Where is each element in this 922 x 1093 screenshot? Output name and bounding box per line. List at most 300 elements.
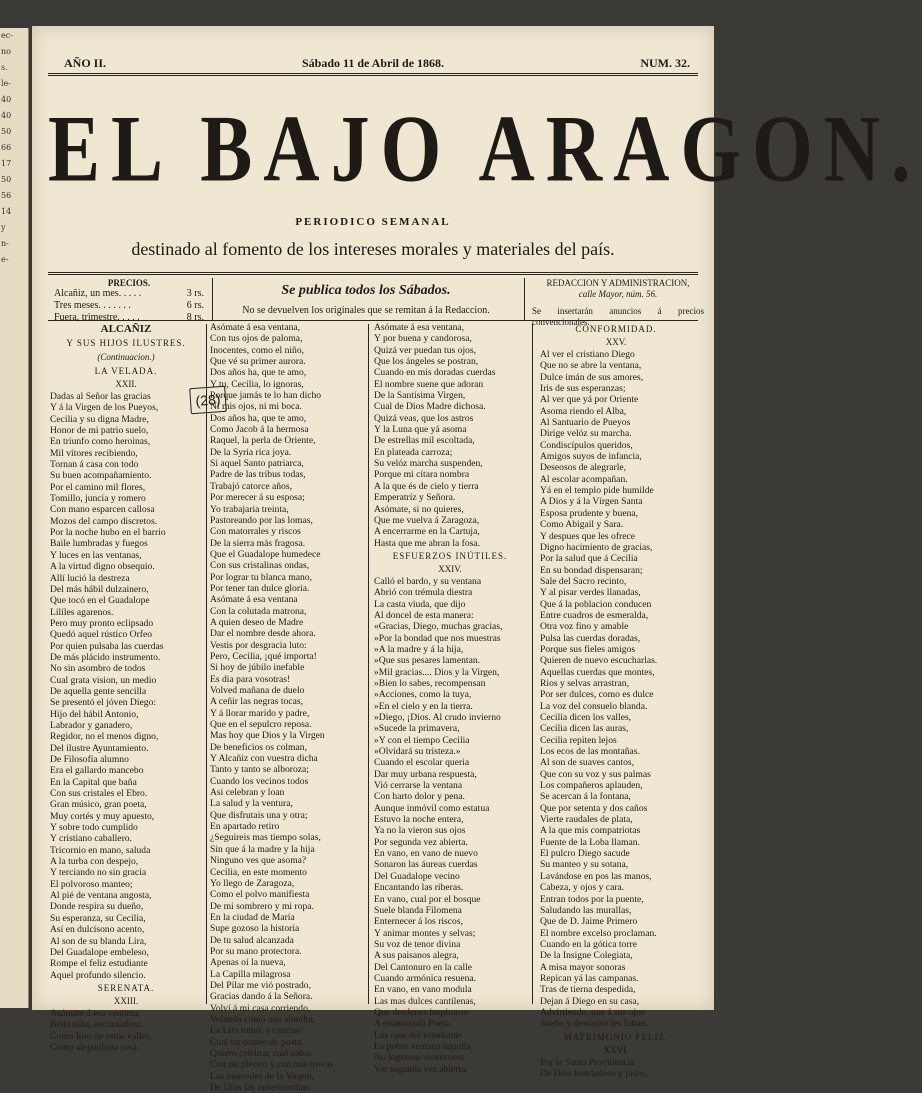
column-4 <box>540 322 692 1079</box>
verse-line: Quizá veas, que los astros <box>374 412 474 424</box>
verse-line: »A la madre y á la hija, <box>374 643 464 655</box>
verse-line: Y sobre todo cumplido <box>50 822 138 834</box>
verse-line: Apenas oí la nueva, <box>210 957 286 969</box>
verse-line: Ni mis ojos, ni mi boca. <box>210 401 302 413</box>
verse-line: Regidor, no el menos digno, <box>50 731 159 743</box>
verse-line: Dos años ha, que te amo, <box>210 367 307 379</box>
verse-line: Con mi plectro y con mis trovas <box>210 1059 334 1071</box>
section-heading: CONFORMIDAD. <box>575 324 657 334</box>
verse-line: Con la colutada matrona, <box>210 605 307 617</box>
verse-line: Labrador y ganadero, <box>50 719 133 731</box>
verse-line: »Bien lo sabes, recompensan <box>374 677 486 689</box>
verse-line: Muy cortés y muy apuesto, <box>50 810 155 822</box>
section-heading: (Continuacion.) <box>97 352 155 362</box>
verse-line: Como Abigail y Sara. <box>540 519 624 531</box>
previous-page-edge <box>0 28 29 1008</box>
verse-line: Mil vítores recibiendo, <box>50 447 138 459</box>
verse-line: Al pié de ventana angosta, <box>50 890 152 902</box>
verse-line: Suele blanda Filomena <box>374 904 462 916</box>
verse-line: De más plácido instrumento. <box>50 651 161 663</box>
verse-line: De la Syria rica joya. <box>210 446 292 458</box>
verse-line: Que disfrutais una y otra; <box>210 809 308 821</box>
divider <box>48 320 698 321</box>
margin-fragment: 66 <box>1 143 12 152</box>
publication-box <box>220 278 512 322</box>
verse-line: Pero muy pronto eclipsado <box>50 617 154 629</box>
verse-line: Quieren de nuevo escucharlas. <box>540 655 658 667</box>
verse-line: Que los ángeles se postran, <box>374 356 479 368</box>
verse-line: Raquel, la perla de Oriente, <box>210 435 316 447</box>
verse-line: »Sucede la primavera, <box>374 723 460 735</box>
divider <box>48 75 698 76</box>
prices-box <box>54 278 204 322</box>
newspaper-page <box>32 26 922 1093</box>
verse-line: Yo trabajaria treinta, <box>210 503 289 515</box>
column-3 <box>374 322 526 1075</box>
verse-line: Y por buena y candorosa, <box>374 333 472 345</box>
verse-line: Que desdenes inspiraron <box>374 1006 469 1018</box>
verse-line: Asómate á esa ventana <box>210 594 298 606</box>
verse-line: Dar muy urbana respuesta, <box>374 768 477 780</box>
verse-line: Su buen acompañamiento. <box>50 470 152 482</box>
verse-line: Cuando en la gótica torre <box>540 938 637 950</box>
verse-line: ¿Seguireis mas tiempo solas, <box>210 832 321 844</box>
verse-line: A encerrarme en la Cartuja, <box>374 526 480 538</box>
section-number: XXV. <box>605 337 627 347</box>
verse-line: Al ver el cristiano Diego <box>540 349 635 360</box>
verse-line: Trabajó catorce años, <box>210 480 292 492</box>
margin-fragment: 56 <box>1 191 12 200</box>
verse-line: Del ilustre Ayuntamiento. <box>50 742 149 754</box>
verse-line: Porque jamás te lo han dicho <box>210 390 322 402</box>
verse-line: Volando como una alondra, <box>210 1013 316 1025</box>
verse-line: La casta viuda, que dijo <box>374 598 466 610</box>
verse-line: Su manteo y su sotana, <box>540 859 629 871</box>
verse-line: Dadas al Señor las gracias <box>50 391 151 402</box>
verse-line: Entran todos por la puente, <box>540 893 644 905</box>
verse-line: Del Pilar me vió postrado, <box>210 979 311 991</box>
margin-fragment: 50 <box>1 127 12 136</box>
verse-line: Por la Santa Providencia <box>540 1056 635 1068</box>
verse-line: Quiero celebrar cual todos <box>210 1048 312 1059</box>
verse-line: Sonaron las áureas cuerdas <box>374 859 478 871</box>
divider <box>48 73 698 74</box>
verse-line: Cecilia dicen los valles, <box>540 712 632 723</box>
verse-line: Condiscípulos queridos, <box>540 439 633 451</box>
price-row: Fuera, trimestre. . . . . 8 rs. <box>54 312 204 323</box>
section-number: XXIII. <box>113 995 139 1006</box>
verse-line: Otra voz fino y amable <box>540 621 629 633</box>
verse-line: Abrió con trémula diestra <box>374 587 473 599</box>
verse-line: »Diego, ¡Dios. Al crudo invierno <box>374 712 501 723</box>
margin-fragment: 40 <box>1 95 12 104</box>
verse-line: Es dia para vosotras! <box>210 673 291 685</box>
verse-line: A enamorado Poeta. <box>374 1018 452 1030</box>
verse-line: Y animar montes y selvas; <box>374 927 476 939</box>
verse-line: Como Jacob á la hermosa <box>210 424 309 436</box>
margin-fragment: y <box>1 223 6 232</box>
verse-line: De mi sombrero y mi ropa. <box>210 900 314 912</box>
verse-line: Donde respira su dueño, <box>50 901 144 913</box>
divider <box>212 278 213 320</box>
verse-line: De Filosofía alumno <box>50 754 129 765</box>
verse-line: Las mercedes de la Virgen, <box>210 1070 314 1082</box>
verse-line: Aquellas cuerdas que montes, <box>540 666 655 678</box>
verse-line: Mas hoy que Dios y la Virgen <box>210 730 325 742</box>
verse-line: Por el camino mil flores, <box>50 481 146 493</box>
margin-fragment: 17 <box>1 159 12 168</box>
verse-line: Y tu, Cecilia, lo ignoras, <box>210 378 304 390</box>
verse-line: Con harto dolor y pena. <box>374 791 465 803</box>
section-number: XXVI. <box>603 1044 629 1055</box>
verse-line: »Olvidará su tristeza.» <box>374 746 461 758</box>
verse-line: Asómate á esa ventana, <box>210 322 301 333</box>
verse-line: Iris de sus esperanzas; <box>540 383 626 395</box>
verse-line: Pulsa las cuerdas doradas, <box>540 632 641 644</box>
verse-line: Al son de suaves cantos, <box>540 757 635 769</box>
verse-line: El pulcro Diego sacude <box>540 848 630 860</box>
verse-line: Con mano esparcen callosa <box>50 504 155 516</box>
verse-line: Amigos suyos de infancia, <box>540 451 642 463</box>
verse-line: A la virtud digno obsequio. <box>50 561 155 573</box>
verse-line: Honor de mi patrio suelo, <box>50 425 149 437</box>
verse-line: A la turba con despejo, <box>50 856 139 868</box>
verse-line: No lograron venturosos <box>374 1052 465 1064</box>
verse-line: A ceñir las negras tocas, <box>210 696 303 708</box>
column-divider <box>206 324 207 1004</box>
verse-line: Con matorrales y riscos <box>210 526 301 538</box>
verse-line: Volved mañana de duelo <box>210 685 305 696</box>
verse-line: Cecilia y su digna Madre, <box>50 413 149 425</box>
verse-line: Por segunda vez abierta. <box>374 836 468 848</box>
verse-line: A la que és de cielo y tierra <box>374 480 479 492</box>
margin-fragment: e- <box>1 255 9 264</box>
verse-line: Por tener tan dulce gloria. <box>210 582 310 594</box>
verse-line: Que me vuelva á Zaragoza, <box>374 514 480 526</box>
margin-fragment: 40 <box>1 111 12 120</box>
newspaper-tagline: destinado al fomento de los intereses morales y materiales del país. <box>131 239 615 259</box>
verse-line: Digno hacimiento de gracias, <box>540 541 653 553</box>
verse-line: En plateada carroza; <box>374 446 453 458</box>
issue-date: Sábado 11 de Abril de 1868. <box>301 56 445 70</box>
section-heading: LA VELADA. <box>94 366 158 376</box>
verse-line: Cabeza, y ojos y cara. <box>540 882 625 894</box>
verse-line: De estrellas mil escoltada, <box>374 435 475 447</box>
verse-line: Asómate á esa ventana, <box>50 1007 141 1019</box>
verse-line: Que en el sepulcro reposa. <box>210 719 312 731</box>
verse-line: Por la salud que á Cecilia <box>540 553 638 565</box>
verse-line: Que vé su primer aurora. <box>210 356 306 368</box>
verse-line: Tricornio en mano, saluda <box>50 844 151 856</box>
verse-line: Como el polvo manifiesta <box>210 889 310 901</box>
verse-line: Tornan á casa con todo <box>50 459 139 471</box>
verse-line: Era el gallardo mancebo <box>50 765 144 777</box>
verse-line: Asómate á esa ventana, <box>374 322 465 333</box>
verse-line: En la ciudad de María <box>210 911 295 923</box>
verse-line: Cecilia, en este momento <box>210 866 307 878</box>
divider <box>48 272 698 273</box>
verse-line: Dirige velóz su marcha. <box>540 428 632 440</box>
verse-line: Yo llego de Zaragoza, <box>210 877 295 889</box>
verse-line: Porque sus fieles amigos <box>540 643 636 655</box>
verse-line: La Lira tomo, y camino <box>210 1025 301 1037</box>
newspaper-subtitle: PERIODICO SEMANAL <box>295 216 451 228</box>
verse-line: Porque mi cítara nombra <box>374 469 470 481</box>
verse-line: Con tus ojos de paloma, <box>210 333 303 345</box>
column-divider <box>532 324 533 1004</box>
verse-line: Con sus cristalinas ondas, <box>210 560 310 572</box>
margin-fragment: 50 <box>1 175 12 184</box>
verse-line: De beneficios os colman, <box>210 741 307 753</box>
verse-line: Que el Guadalope humedece <box>210 548 321 560</box>
verse-line: Cuando armónica resuena. <box>374 972 477 984</box>
verse-line: De la Santísima Virgen, <box>374 390 466 402</box>
verse-line: Lavándose en pos las manos, <box>540 870 652 882</box>
section-number: XXIV. <box>438 563 462 574</box>
verse-line: Asómate, si no quieres, <box>374 503 464 515</box>
verse-line: Saludando las murallas, <box>540 904 632 916</box>
year-label: AÑO II. <box>64 56 107 70</box>
verse-line: Si hoy de júbilo inefable <box>210 662 305 674</box>
verse-line: Los compañeros aplauden, <box>540 780 643 792</box>
verse-line: »En el cielo y en la tierra. <box>374 700 473 712</box>
section-number: XXII. <box>115 379 137 389</box>
verse-line: Que tocó en el Guadalope <box>50 595 150 607</box>
verse-line: Por quien pulsaba las cuerdas <box>50 640 164 652</box>
verse-line: Vestis por desgracia luto: <box>210 639 307 651</box>
verse-line: Que de D. Jaime Primero <box>540 916 638 928</box>
verse-line: Pero, Cecilia, ¡qué importa! <box>210 650 317 662</box>
verse-line: Baile lumbradas y fuegos <box>50 538 148 550</box>
verse-line: Se acercan á la fontana, <box>540 791 631 803</box>
verse-line: Tomillo, juncia y romero <box>50 493 146 505</box>
section-heading: MATRIMONIO FELIZ. <box>563 1031 669 1042</box>
verse-line: »Por la bondad que nos muestras <box>374 632 501 644</box>
handwritten-number: (28) <box>189 386 227 414</box>
verse-line: No sin asombro de todos <box>50 663 146 675</box>
verse-line: Emperatríz y Señora. <box>374 492 456 504</box>
column-1 <box>50 322 202 1053</box>
verse-line: Que con su voz y sus palmas <box>540 768 651 780</box>
verse-line: Cuando en mis doradas cuerdas <box>374 367 496 379</box>
verse-line: Que á la poblacion conducen <box>540 598 652 610</box>
verse-line: Yá en el templo pide humilde <box>540 485 654 497</box>
verse-line: Enternecer á los riscos, <box>374 916 463 928</box>
verse-line: »Acciones, como la tuya, <box>374 689 472 701</box>
verse-line: A la que mis compatriotas <box>540 825 641 837</box>
verse-line: Quizá ver puedan tus ojos, <box>374 344 477 356</box>
verse-line: De la Insigne Colegiata, <box>540 950 633 962</box>
verse-line: En su bondad dispensaran; <box>540 564 643 576</box>
verse-line: Asoma riendo el Alba, <box>540 405 627 417</box>
verse-line: Que no se abre la ventana, <box>540 360 642 372</box>
verse-line: De tu salud alcanzada <box>210 934 294 946</box>
margin-fragment: no <box>1 47 11 56</box>
verse-line: Cecilia dicen las auras, <box>540 723 629 735</box>
verse-line: Cual grata vision, un medio <box>50 674 157 686</box>
verse-line: Cual un correo de posta. <box>210 1036 304 1048</box>
prices-title: PRECIOS. <box>107 278 151 288</box>
verse-line: Sale del Sacro recinto, <box>540 575 627 587</box>
verse-line: Tras de tierna despedida, <box>540 984 636 996</box>
section-heading: Y SUS HIJOS ILUSTRES. <box>66 338 186 348</box>
verse-line: Al son de su blanda Lira, <box>50 935 147 947</box>
verse-line: Cuando los vecinos todos <box>210 775 309 787</box>
verse-line: Dulce imán de sus amores, <box>540 371 644 383</box>
verse-line: Calló el bardo, y su ventana <box>374 575 482 587</box>
verse-line: Por merecer á su esposa; <box>210 492 305 504</box>
divider <box>48 274 698 275</box>
verse-line: Advirtiendo, que á sus ojos <box>540 1006 645 1018</box>
verse-line: Su esperanza, su Cecilia, <box>50 912 146 924</box>
verse-line: Gracias dando á la Señora. <box>210 991 313 1003</box>
verse-line: Aquel profundo silencio. <box>50 969 146 981</box>
issue-number: NUM. 32. <box>640 56 690 70</box>
section-heading: SERENATA. <box>97 982 155 993</box>
verse-line: Si aquel Santo patriarca, <box>210 458 304 470</box>
verse-line: El polvoroso manteo; <box>50 878 133 890</box>
verse-line: Asi celebran y loan <box>210 787 285 799</box>
administration-title: REDACCION Y ADMINISTRACION, <box>546 278 690 288</box>
verse-line: La voz del consuelo blanda. <box>540 700 648 712</box>
verse-line: En la Capital que baña <box>50 776 137 788</box>
verse-line: De la sierra más fragosa. <box>210 537 306 549</box>
verse-line: Y la Luna que yá asoma <box>374 424 467 436</box>
verse-line: Estuvo la noche entera, <box>374 814 464 826</box>
verse-line: Del Guadalope vecino <box>374 870 460 882</box>
verse-line: Cual de Dios Madre dichosa. <box>374 401 486 413</box>
verse-line: Hasta que me abran la fosa. <box>374 537 481 549</box>
publication-notice: No se devuelven los originales que se remitan á la Redaccion. <box>242 305 490 316</box>
verse-line: En vano, en vano de nuevo <box>374 848 478 860</box>
verse-line: Quedó aquel rústico Orfeo <box>50 629 153 641</box>
verse-line: Y á llorar marido y padre, <box>210 707 310 719</box>
margin-fragment: n- <box>1 239 9 248</box>
verse-line: Y luces en las ventanas, <box>50 549 142 561</box>
verse-line: «Gracias, Diego, muchas gracias, <box>374 621 503 633</box>
verse-line: Dos años ha, que te amo, <box>210 412 307 424</box>
verse-line: Padre de las tribus todas, <box>210 469 306 481</box>
verse-line: Con sus cristales el Ebro. <box>50 788 148 800</box>
verse-line: Al escolar acompañan. <box>540 473 628 485</box>
verse-line: Allí lució la destreza <box>50 572 130 584</box>
verse-line: Volví á mi casa corriendo, <box>210 1002 311 1014</box>
verse-line: La pobre ventana aquella <box>374 1040 471 1052</box>
verse-line: De Dios las misericordias. <box>210 1082 312 1093</box>
administration-box <box>532 278 704 327</box>
verse-line: A Dios y á la Vírgen Santa <box>540 496 643 508</box>
verse-line: Por su mano protectora. <box>210 945 302 957</box>
verse-line: A quien deseo de Madre <box>210 616 304 628</box>
verse-line: Que por setenta y dos caños <box>540 802 648 814</box>
verse-line: »Que sus pesares lamentan. <box>374 655 481 667</box>
publication-days: Se publica todos los Sábados. <box>281 283 451 298</box>
margin-fragment: le- <box>1 79 11 88</box>
verse-line: Se presentó el jóven Diego: <box>50 697 157 709</box>
administration-note: Se insertarán anuncios á precios convencionales. <box>532 306 704 327</box>
verse-line: En triunfo como heroinas, <box>50 436 151 448</box>
verse-line: Entre cuadros de esmeralda, <box>540 609 649 621</box>
verse-line: Y Alcañiz con vuestra dicha <box>210 753 318 765</box>
verse-line: Y al pisar verdes llanadas, <box>540 587 641 599</box>
verse-line: Encantando las riberas. <box>374 882 464 894</box>
verse-line: Al Santuario de Pueyos <box>540 417 631 429</box>
verse-line: Del más hábil dulzainero, <box>50 583 149 595</box>
verse-line: Ya no la vieron sus ojos <box>374 825 466 837</box>
verse-line: De aquella gente sencilla <box>50 685 147 697</box>
verse-line: Vierte raudales de plata, <box>540 814 633 826</box>
verse-line: Los ecos de las montañas. <box>540 746 640 758</box>
verse-line: Su voz de tenor divina <box>374 938 461 950</box>
price-row: Tres meses. . . . . . . 6 rs. <box>54 300 204 311</box>
price-row: Alcañiz, un mes. . . . . 3 rs. <box>54 288 204 299</box>
verse-line: »Y con el tiempo Cecilia <box>374 734 470 746</box>
date-bar <box>48 56 698 74</box>
verse-line: Deseosos de alegrarle, <box>540 462 627 474</box>
verse-line: Fuente de la Loba llaman. <box>540 836 640 848</box>
verse-line: Vió cerrarse la ventana <box>374 780 463 792</box>
verse-line: Como lirio de estos valles, <box>50 1030 153 1042</box>
verse-line: Mozos del campo discretos. <box>50 515 158 527</box>
verse-line: Ninguno ves que asoma? <box>210 855 307 867</box>
verse-line: Esposa prudente y buena, <box>540 507 639 519</box>
verse-line: Al ver que yá por Oriente <box>540 394 639 406</box>
verse-line: El nombre excelso proclaman. <box>540 927 657 939</box>
verse-line: Y terciando no sin gracia <box>50 867 147 879</box>
verse-line: Dejan á Diego en su casa, <box>540 995 640 1007</box>
verse-line: Por lograr tu blanca mano, <box>210 571 313 583</box>
verse-line: Así en dulcísono acento, <box>50 924 145 936</box>
verse-line: De Dios bondadoso y justo, <box>540 1067 647 1079</box>
newspaper-title: EL BAJO ARAGON. <box>48 95 922 202</box>
verse-line: Los ojos del estudiante <box>374 1029 463 1041</box>
verse-line: Lilíles agarenos. <box>50 606 114 618</box>
column-2 <box>210 322 362 1093</box>
verse-line: Cuando el escolar queria <box>374 757 470 769</box>
verse-line: Del Guadalope embeleso, <box>50 946 149 958</box>
verse-line: Sueño y descanso les faltan. <box>540 1018 648 1030</box>
verse-line: Y despues que les ofrece <box>540 530 636 542</box>
verse-line: Bella niña, encantadora <box>50 1019 141 1031</box>
verse-line: La salud y la ventura, <box>210 798 293 810</box>
verse-line: Aunque inmóvil como estatua <box>374 802 490 814</box>
verse-line: Supe gozoso la historia <box>210 923 300 935</box>
verse-line: Dar el nombre desde ahora. <box>210 628 316 640</box>
verse-line: A sus paisanos alegra, <box>374 950 459 962</box>
verse-line: Inocentes, como el niño, <box>210 344 305 356</box>
verse-line: Como alejandrina rosa. <box>50 1041 140 1053</box>
verse-line: En apartado retiro <box>210 821 280 833</box>
verse-line: Gran músico, gran poeta, <box>50 799 147 811</box>
margin-fragment: ec- <box>1 31 13 40</box>
verse-line: Repican yá las campanas. <box>540 972 639 984</box>
section-heading: ALCAÑIZ <box>100 323 152 335</box>
verse-line: »Mil gracias.... Dios y la Virgen, <box>374 666 500 678</box>
verse-line: Rios y selvas arrastran, <box>540 677 629 689</box>
administration-address: calle Mayor, núm. 56. <box>578 289 658 299</box>
verse-line: Hijo del hábil Antonio, <box>50 708 139 720</box>
column-divider <box>368 324 369 1004</box>
verse-line: Su velóz marcha suspenden, <box>374 458 483 470</box>
verse-line: Al doncel de esta manera: <box>374 609 474 621</box>
verse-line: La Capilla milagrosa <box>210 968 291 980</box>
verse-line: Ver segunda vez abierta. <box>374 1063 468 1075</box>
verse-line: En vano, en vano modula <box>374 984 472 996</box>
verse-line: El nombre suene que adoran <box>374 378 484 390</box>
verse-line: Sin que á la madre y la hija <box>210 843 315 855</box>
verse-line: A misa mayor sonoras <box>540 961 626 973</box>
verse-line: Cecilia repiten lejos <box>540 734 617 746</box>
